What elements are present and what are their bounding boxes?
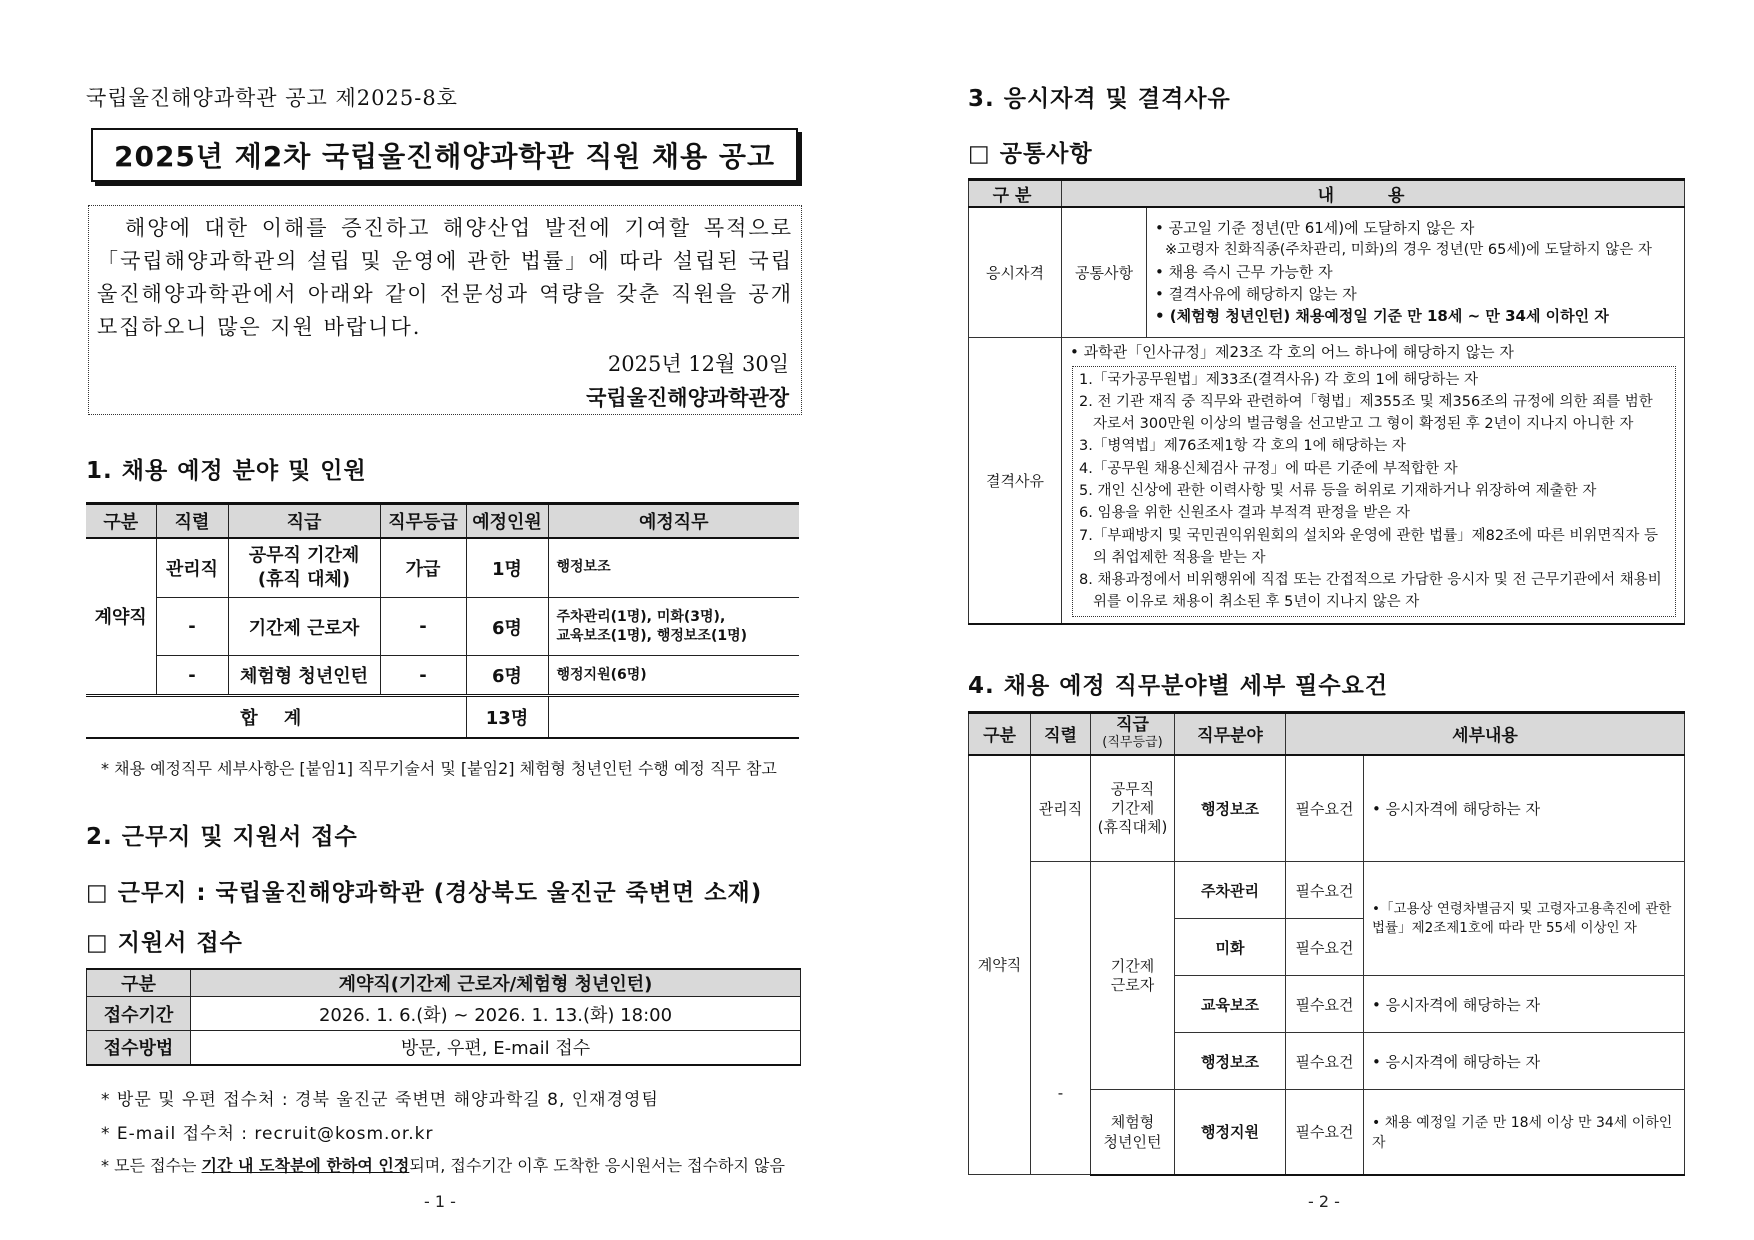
qualification-row <box>969 207 1685 337</box>
document-title <box>91 128 798 182</box>
disqualification-list <box>1072 366 1676 617</box>
detail-cell: • 응시자격에 해당하는 자 <box>1364 755 1685 862</box>
count-cell: 1명 <box>466 538 548 598</box>
total-empty <box>548 696 799 738</box>
header-cell: 직무등급 <box>380 504 466 538</box>
detail-cell: • 응시자격에 해당하는 자 <box>1364 976 1685 1033</box>
list-item: 4.「공무원 채용신체검사 규정」에 따른 기준에 부적합한 자 <box>1079 460 1458 477</box>
period-label: 접수기간 <box>87 997 191 1031</box>
header-cell: 구분 <box>969 713 1031 755</box>
table-header-row <box>969 713 1685 755</box>
required-cell: 필수요건 <box>1286 862 1364 919</box>
series-cell: 관리직 <box>1031 755 1091 862</box>
rank-header: 직급 <box>1116 714 1149 735</box>
duty-cell: 주차관리(1명), 미화(3명), 교육보조(1명), 행정보조(1명) <box>548 598 799 656</box>
bullet-deadline <box>101 1153 785 1176</box>
title-text: 2025년 제2차 국립울진해양과학관 직원 채용 공고 <box>113 140 776 173</box>
count-cell: 6명 <box>466 598 548 656</box>
page-number-1: - 1 - <box>424 1192 456 1211</box>
header-cell: 직렬 <box>156 504 228 538</box>
field-cell: 교육보조 <box>1175 976 1286 1033</box>
count-cell: 6명 <box>466 656 548 696</box>
duty-cell: 행정보조 <box>548 538 799 598</box>
bullet-address: * 방문 및 우편 접수처 : 경북 울진군 죽변면 해양과학길 8, 인재경영팀 <box>101 1090 659 1110</box>
disqualification-label: 결격사유 <box>969 337 1062 624</box>
page-number-2: - 2 - <box>1308 1192 1340 1211</box>
section2-heading: 2. 근무지 및 지원서 접수 <box>86 824 358 850</box>
deadline-suffix: 되며, 접수기간 이후 도착한 응시원서는 접수하지 않음 <box>409 1156 785 1175</box>
grade-cell: 가급 <box>380 538 466 598</box>
list-item: • 공고일 기준 정년(만 61세)에 도달하지 않은 자 <box>1155 219 1475 238</box>
list-item: ※고령자 친화직종(주차관리, 미화)의 경우 정년(만 65세)에 도달하지 않은 자 <box>1165 242 1652 259</box>
field-cell: 행정보조 <box>1175 755 1286 862</box>
list-item: 6. 임용을 위한 신원조사 결과 부적격 판정을 받은 자 <box>1079 505 1410 522</box>
list-item: 8. 채용과정에서 비위행위에 직접 또는 간접적으로 가담한 응시자 및 전 근무기관에서 채용비위를 이유로 채용이 취소된 후 5년이 지나지 않은 자 <box>1079 572 1662 611</box>
duty-cell: 행정지원(6명) <box>548 656 799 696</box>
required-cell: 필수요건 <box>1286 919 1364 976</box>
grade-cell: - <box>380 656 466 696</box>
table-row <box>86 656 799 696</box>
header-cell: 구분 <box>87 969 191 997</box>
method-value: 방문, 우편, E-mail 접수 <box>191 1031 801 1065</box>
grade-cell: - <box>380 598 466 656</box>
field-cell: 주차관리 <box>1175 862 1286 919</box>
header-cell: 내 용 <box>1062 180 1685 208</box>
series-cell: - <box>1031 862 1091 1175</box>
recruitment-table <box>86 502 799 739</box>
disqualification-intro: • 과학관「인사규정」제23조 각 호의 어느 하나에 해당하지 않는 자 <box>1070 342 1514 361</box>
rank-cell: 공무직 기간제 (휴직 대체) <box>228 538 380 598</box>
total-count: 13명 <box>466 696 548 738</box>
list-item: • (체험형 청년인턴) 채용예정일 기준 만 18세 ~ 만 34세 이하인 자 <box>1155 307 1609 326</box>
notice-signer: 국립울진해양과학관장 <box>586 385 789 410</box>
table-header-row <box>87 969 801 997</box>
list-item: 1.「국가공무원법」제33조(결격사유) 각 호의 1에 해당하는 자 <box>1079 371 1479 388</box>
total-row <box>86 696 799 738</box>
notice-number: 국립울진해양과학관 공고 제2025-8호 <box>86 86 458 110</box>
header-cell: 세부내용 <box>1286 713 1685 755</box>
header-cell-rank <box>1091 713 1175 755</box>
header-cell: 구분 <box>969 180 1062 208</box>
category-cell: 계약직 <box>86 538 156 696</box>
field-cell: 미화 <box>1175 919 1286 976</box>
rank-cell: 체험형 청년인턴 <box>1091 1090 1175 1175</box>
header-cell: 직렬 <box>1031 713 1091 755</box>
series-cell: - <box>156 656 228 696</box>
section4-heading: 4. 채용 예정 직무분야별 세부 필수요건 <box>968 673 1389 699</box>
rank-cell: 체험형 청년인턴 <box>228 656 380 696</box>
list-item: 5. 개인 신상에 관한 이력사항 및 서류 등을 허위로 기재하거나 위장하여 제출한 자 <box>1079 482 1597 499</box>
qualification-sub: 공통사항 <box>1062 207 1147 337</box>
application-table <box>86 968 801 1066</box>
workplace-line: □ 근무지 : 국립울진해양과학관 (경상북도 울진군 죽변면 소재) <box>86 880 763 906</box>
required-cell: 필수요건 <box>1286 755 1364 862</box>
required-cell: 필수요건 <box>1286 1033 1364 1090</box>
common-heading: □ 공통사항 <box>968 141 1093 167</box>
requirements-table <box>968 711 1685 1176</box>
period-value: 2026. 1. 6.(화) ~ 2026. 1. 13.(화) 18:00 <box>191 997 801 1031</box>
required-cell: 필수요건 <box>1286 976 1364 1033</box>
deadline-underline: 기간 내 도착분에 한하여 인정 <box>201 1156 410 1175</box>
detail-cell: • 응시자격에 해당하는 자 <box>1364 1033 1685 1090</box>
table-row <box>969 862 1685 919</box>
header-cell: 계약직(기간제 근로자/체험형 청년인턴) <box>191 969 801 997</box>
application-heading: □ 지원서 접수 <box>86 930 243 956</box>
header-cell: 구분 <box>86 504 156 538</box>
intro-paragraph: 해양에 대한 이해를 증진하고 해양산업 발전에 기여할 목적으로 「국립해양과학관의 설립 및 운영에 관한 법률」에 따라 설립된 국립울진해양과학관에서 아래와 같이 전문성과 역량을 갖춘 직원을 공개모집하오니 많은 지원 바랍니다. <box>97 216 793 339</box>
disqualification-row <box>969 337 1685 624</box>
table-row <box>969 755 1685 862</box>
qualification-list <box>1147 207 1685 337</box>
rank-cell: 공무직 기간제 (휴직대체) <box>1091 755 1175 862</box>
bullet-email: * E-mail 접수처 : recruit@kosm.or.kr <box>101 1124 434 1144</box>
header-cell: 예정직무 <box>548 504 799 538</box>
notice-date: 2025년 12월 30일 <box>607 352 789 376</box>
series-cell: 관리직 <box>156 538 228 598</box>
list-item: 2. 전 기관 재직 중 직무와 관련하여「형법」제355조 및 제356조의 규정에 의한 죄를 범한 자로서 300만원 이상의 벌금형을 선고받고 그 형이 확정된 후 2년이 지나지 아니한 자 <box>1079 393 1653 433</box>
list-item: • 결격사유에 해당하지 않는 자 <box>1155 285 1357 304</box>
field-cell: 행정보조 <box>1175 1033 1286 1090</box>
section1-heading: 1. 채용 예정 분야 및 인원 <box>86 458 367 484</box>
table-row <box>86 598 799 656</box>
qualification-table <box>968 178 1685 625</box>
list-item: • 채용 즉시 근무 가능한 자 <box>1155 263 1333 282</box>
table-header-row <box>969 180 1685 208</box>
required-cell: 필수요건 <box>1286 1090 1364 1175</box>
list-item: 7.「부패방지 및 국민권익위원회의 설치와 운영에 관한 법률」제82조에 따른 비위면직자 등의 취업제한 적용을 받는 자 <box>1079 527 1659 566</box>
detail-cell: • 채용 예정일 기준 만 18세 이상 만 34세 이하인 자 <box>1364 1090 1685 1175</box>
intro-box <box>88 205 802 415</box>
detail-cell: •「고용상 연령차별금지 및 고령자고용촉진에 관한 법률」제2조제1호에 따라 만 55세 이상인 자 <box>1364 862 1685 976</box>
table-row <box>86 538 799 598</box>
section1-note: * 채용 예정직무 세부사항은 [붙임1] 직무기술서 및 [붙임2] 체험형 청년인턴 수행 예정 직무 참고 <box>101 759 777 778</box>
header-cell: 예정인원 <box>466 504 548 538</box>
header-cell: 직급 <box>228 504 380 538</box>
section3-heading: 3. 응시자격 및 결격사유 <box>968 86 1231 112</box>
table-row <box>87 997 801 1031</box>
total-label: 합 계 <box>86 696 466 738</box>
field-cell: 행정지원 <box>1175 1090 1286 1175</box>
deadline-prefix: * 모든 접수는 <box>101 1156 202 1175</box>
rank-cell: 기간제 근로자 <box>1091 862 1175 1090</box>
category-cell: 계약직 <box>969 755 1031 1175</box>
rank-cell: 기간제 근로자 <box>228 598 380 656</box>
rank-header-sub: (직무등급) <box>1102 734 1163 750</box>
disqualification-content <box>1062 337 1685 624</box>
list-item: 3.「병역법」제76조제1항 각 호의 1에 해당하는 자 <box>1079 438 1406 455</box>
table-row <box>87 1031 801 1065</box>
qualification-label: 응시자격 <box>969 207 1062 337</box>
series-cell: - <box>156 598 228 656</box>
method-label: 접수방법 <box>87 1031 191 1065</box>
table-header-row <box>86 504 799 538</box>
header-cell: 직무분야 <box>1175 713 1286 755</box>
